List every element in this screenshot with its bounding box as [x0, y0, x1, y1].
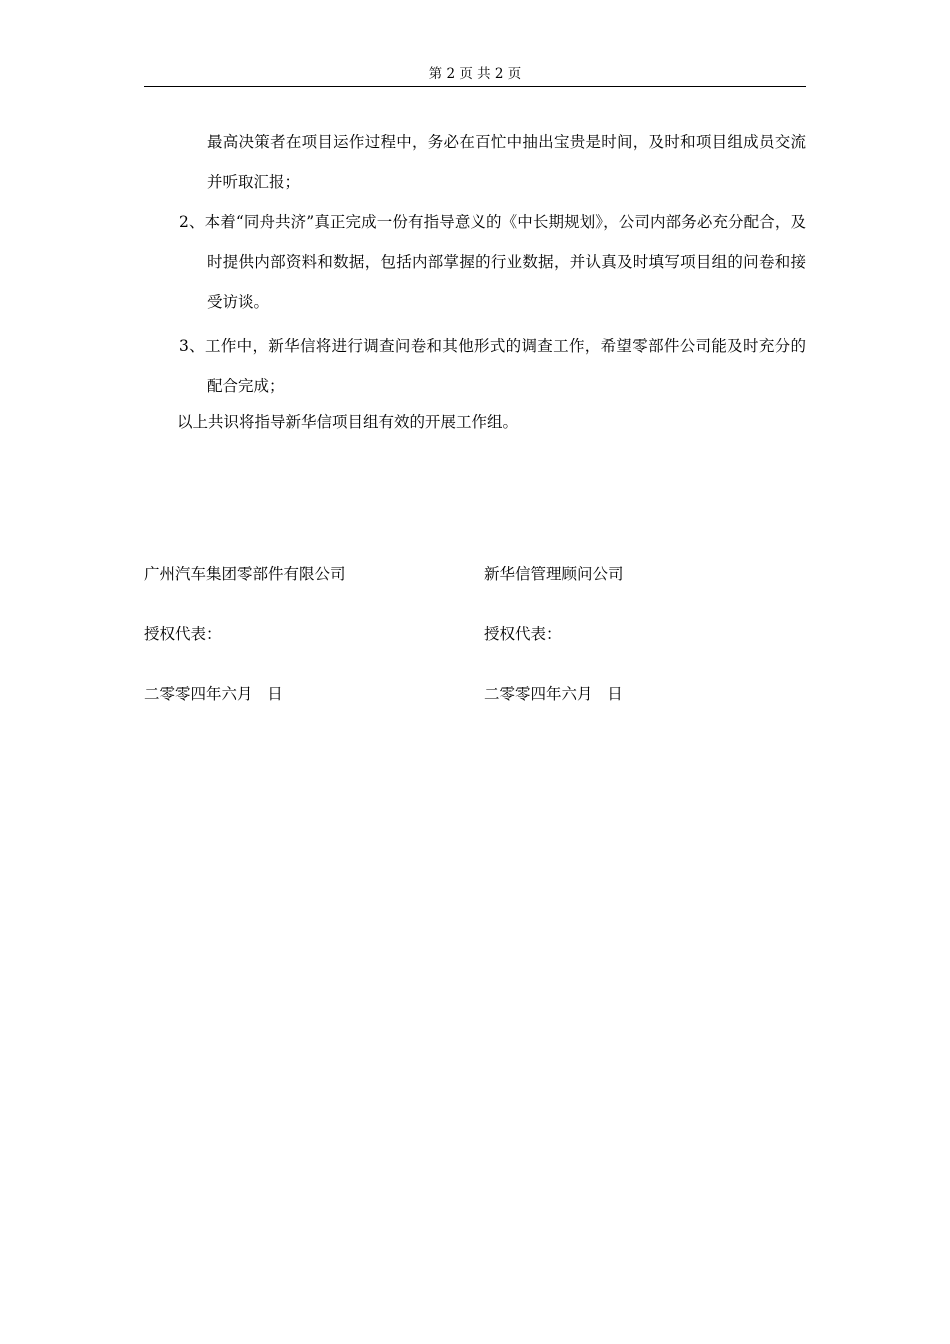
- right-company-name: 新华信管理顾问公司: [484, 565, 624, 583]
- left-representative-label: 授权代表：: [144, 625, 222, 643]
- left-date: 二零零四年六月 日: [144, 685, 283, 703]
- page-indicator: 第 2 页 共 2 页: [428, 66, 522, 82]
- list-item-number: 3、: [179, 337, 206, 355]
- list-item-number: 2、: [179, 213, 205, 231]
- page-header: [144, 64, 806, 87]
- list-item-text: 工作中，新华信将进行调查问卷和其他形式的调查工作，希望零部件公司能及时充分的配合完成；: [205, 337, 806, 395]
- left-company-name: 广州汽车集团零部件有限公司: [144, 565, 346, 583]
- continuation-paragraph: 最高决策者在项目运作过程中，务必在百忙中抽出宝贵是时间，及时和项目组成员交流并听取汇报；: [207, 133, 806, 191]
- list-item: [144, 202, 806, 322]
- list-item-text: 本着“同舟共济”真正完成一份有指导意义的《中长期规划》，公司内部务必充分配合，及时提供内部资料和数据，包括内部掌握的行业数据，并认真及时填写项目组的问卷和接受访谈。: [204, 213, 806, 311]
- right-representative-label: 授权代表：: [484, 625, 562, 643]
- summary-paragraph: 以上共识将指导新华信项目组有效的开展工作组。: [177, 413, 519, 431]
- right-date: 二零零四年六月 日: [484, 685, 623, 703]
- list-item: [144, 326, 806, 406]
